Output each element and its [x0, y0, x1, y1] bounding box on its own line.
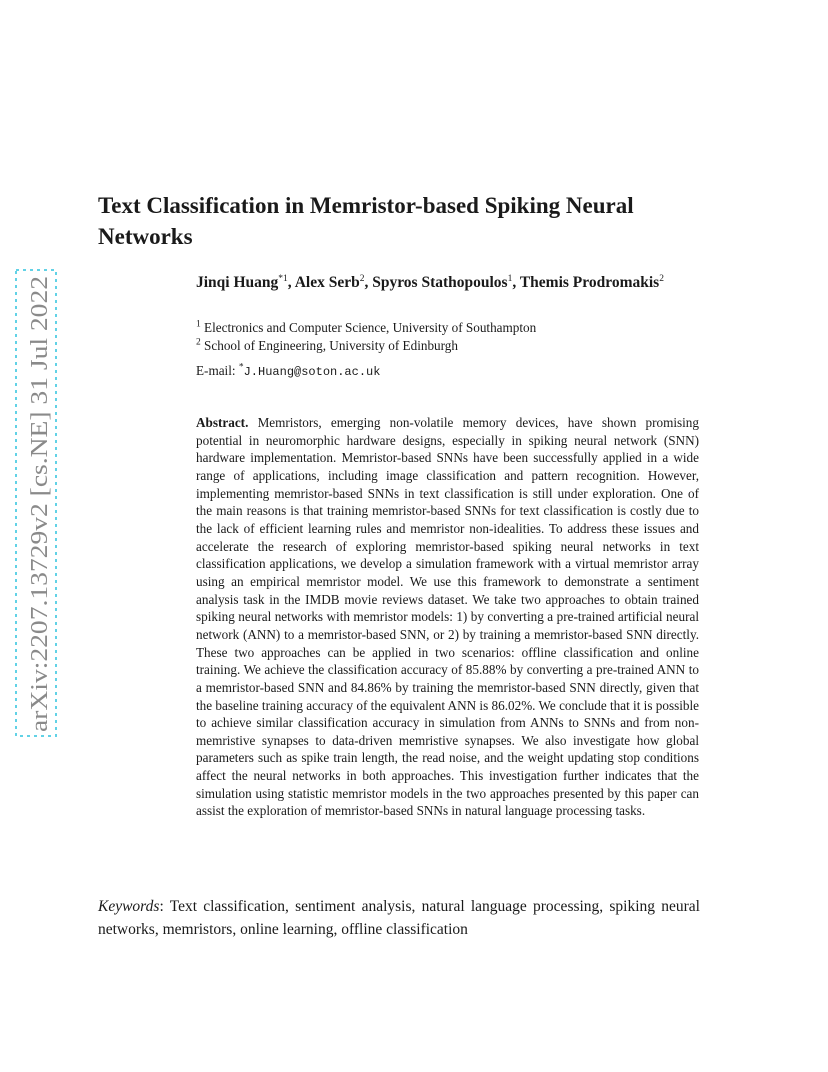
- affiliation-2: [196, 337, 716, 354]
- author-name: Jinqi Huang: [196, 274, 279, 291]
- keywords-text: Text classification, sentiment analysis, natural language processing, spiking neural networks, memristors, online learning, offline classification: [98, 898, 700, 938]
- abstract-text: Memristors, emerging non-volatile memory devices, have shown promising potential in neuromorphic hardware designs, especially in spiking neural network (SNN) hardware implementation. Memristor-based SNNs have been successfully applied in a wide range of applications, including image classification and pattern recognition. However, implementing memristor-based SNNs in text classification is still under exploration. One of the main reasons is that training memristor-based SNNs for text classification is costly due to the lack of efficient learning rules and memristor non-idealities. To address these issues and accelerate the research of exploring memristor-based spiking neural networks in text classification applications, we develop a simulation framework with a virtual memristor array using an empirical memristor model. We use this framework to demonstrate a sentiment analysis task in the IMDB movie reviews dataset. We take two approaches to obtain trained spiking neural networks with memristor models: 1) by converting a pre-trained artificial neural network (ANN) to a memristor-based SNN, or 2) by training a memristor-based SNN directly. These two approaches can be applied in two scenarios: offline classification and online training. We achieve the classification accuracy of 85.88% by converting a pre-trained ANN to a memristor-based SNN and 84.86% by training the memristor-based SNN directly, given that the baseline training accuracy of the equivalent ANN is 86.02%. We conclude that it is possible to achieve similar classification accuracy in simulation from ANNs to SNNs and from non-memristive synapses to data-driven memristive synapses. We also investigate how global parameters such as spike train length, the read noise, and the weight updating stop conditions affect the neural networks in both approaches. This investigation further indicates that the simulation using statistic memristor models in the two approaches presented by this paper can assist the exploration of memristor-based SNNs in natural language processing tasks.: [196, 415, 699, 819]
- author-list: Jinqi Huang$^{*1}$, Alex Serb$^2$, Spyros Stathopoulos$^1$, Themis Prodromakis$^2$: [196, 273, 664, 291]
- author-name: Spyros Stathopoulos: [372, 274, 508, 291]
- abstract: [196, 414, 699, 820]
- author-affil-marker: 2: [659, 273, 664, 284]
- author-name: Alex Serb: [294, 274, 360, 291]
- keywords: Keywords: Text classification, sentiment analysis, natural language processing, spiking neural networks, memristors, online learning, offline classification: [98, 898, 700, 938]
- arxiv-id-text: arXiv:2207.13729v2 [cs.NE] 31 Jul 2022: [27, 334, 53, 732]
- contact-email: [196, 362, 380, 381]
- email-address[interactable]: J.Huang@soton.ac.uk: [243, 365, 381, 379]
- affiliation-1: [196, 319, 716, 336]
- affiliation-marker: 1: [196, 319, 201, 330]
- affiliation-text: Electronics and Computer Science, University of Southampton: [204, 320, 537, 335]
- author-affil-marker: 1: [507, 273, 513, 284]
- author-name: Themis Prodromakis: [519, 274, 660, 291]
- arxiv-identifier-stamp: [14, 268, 58, 738]
- paper-title: Text Classification in Memristor-based Spiking Neural Networks: [98, 193, 634, 249]
- affiliation-marker: 2: [196, 337, 201, 348]
- author-affil-marker: *1: [278, 273, 288, 284]
- affiliation-text: School of Engineering, University of Edinburgh: [204, 338, 458, 353]
- keywords-label: Keywords: [98, 898, 160, 915]
- email-label: E-mail:: [196, 363, 236, 378]
- email-marker: *: [238, 362, 244, 373]
- author-affil-marker: 2: [359, 273, 365, 284]
- abstract-heading: Abstract.: [196, 415, 249, 430]
